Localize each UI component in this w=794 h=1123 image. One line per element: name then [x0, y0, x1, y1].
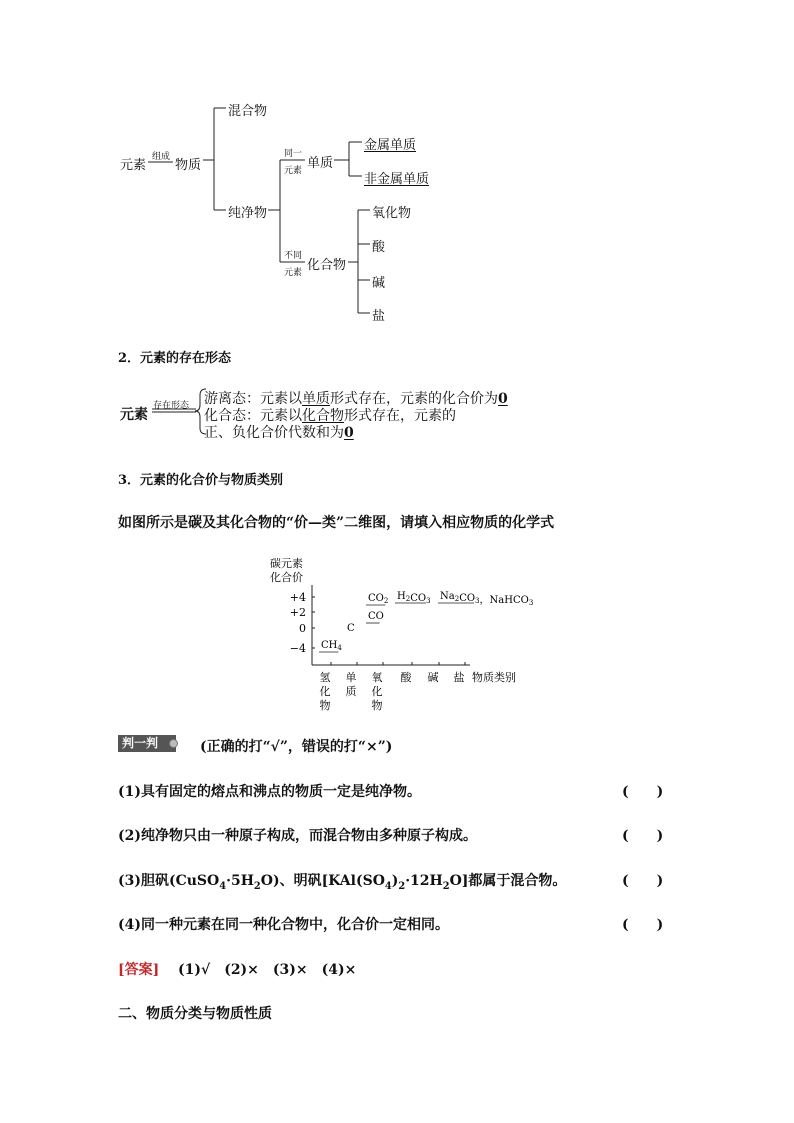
y-axis-label-line2: 化合价	[270, 571, 303, 584]
y-tick-label: 0	[299, 622, 306, 635]
tree-yanghuawu: 氧化物	[372, 206, 412, 221]
data-point-label: $CH_4$	[321, 640, 342, 652]
judge-instruction: (正确的打“√”，错误的打“×”)	[200, 739, 393, 755]
section2-heading: 2．元素的存在形态	[118, 351, 232, 366]
data-point-label: CO	[368, 611, 384, 622]
judge-paren-4[interactable]: ( )	[622, 917, 664, 933]
section2-arrow-label: 存在形态	[153, 401, 190, 411]
x-category-label: 质	[345, 685, 357, 698]
tree-hunhewu: 混合物	[228, 104, 268, 119]
judge-paren-2[interactable]: ( )	[622, 828, 664, 844]
tree-zucheng: 组成	[152, 152, 171, 162]
x-category-label: 物	[371, 699, 383, 712]
y-tick-label: +2	[289, 606, 306, 619]
y-tick-label: −4	[289, 642, 306, 655]
tree-tongyi-yuansu: 元素	[284, 166, 303, 176]
tree-feijinshu: 非金属单质	[364, 172, 430, 187]
tree-jian: 碱	[372, 276, 386, 291]
judge-item-4: (4)同一种元素在同一种化合物中，化合价一定相同。	[118, 917, 449, 933]
tree-danzhi: 单质	[307, 156, 334, 171]
tree-butong: 不同	[284, 251, 303, 261]
tree-chunjingwu: 纯净物	[228, 206, 268, 221]
x-category-label: 碱	[427, 671, 439, 684]
section2-yuansu: 元素	[120, 407, 148, 423]
x-axis-label: 物质类别	[472, 671, 516, 684]
section2-line2: 化合态：元素以化合物形式存在，元素的	[204, 408, 456, 424]
tree-yan: 盐	[372, 309, 386, 324]
x-category-label: 盐	[453, 671, 465, 684]
tree-suan: 酸	[372, 240, 386, 255]
data-point-label: $CO_2$	[368, 593, 389, 605]
judge-item-1: (1)具有固定的熔点和沸点的物质一定是纯净物。	[118, 784, 421, 800]
tree-jinshu: 金属单质	[364, 138, 417, 153]
tree-yuansu: 元素	[120, 158, 147, 173]
section3-heading: 3．元素的化合价与物质类别	[118, 473, 284, 488]
y-tick-label: +4	[289, 591, 306, 604]
x-category-label: 物	[319, 699, 331, 712]
judge-item-2: (2)纯净物只由一种原子构成，而混合物由多种原子构成。	[118, 828, 477, 844]
x-category-label: 氧	[371, 671, 383, 684]
tree-wuzhi: 物质	[175, 158, 202, 173]
answer-label: [答案]	[118, 962, 160, 978]
data-point-label: $H_2CO_3$	[397, 591, 431, 605]
section2-line3: 正、负化合价代数和为0	[204, 425, 354, 441]
x-category-label: 氢	[319, 671, 331, 684]
next-heading: 二、物质分类与物质性质	[118, 1006, 272, 1022]
tree-tongyi: 同一	[284, 149, 303, 159]
y-axis-label-line1: 碳元素	[270, 557, 303, 570]
judge-paren-3[interactable]: ( )	[622, 873, 664, 889]
section2-line1: 游离态：元素以单质形式存在，元素的化合价为0	[204, 391, 508, 407]
judge-badge: 判一判	[118, 735, 176, 752]
x-category-label: 化	[319, 685, 331, 698]
section3-intro: 如图所示是碳及其化合物的“价—类”二维图，请填入相应物质的化学式	[118, 515, 555, 531]
tree-huahewu: 化合物	[307, 258, 347, 273]
tree-butong-yuansu: 元素	[284, 268, 303, 278]
x-category-label: 酸	[400, 671, 412, 684]
data-point-label: C	[347, 623, 355, 634]
x-category-label: 化	[371, 685, 383, 698]
judge-paren-1[interactable]: ( )	[622, 784, 664, 800]
data-point-label: $Na_2CO_3$，NaHCO$_3$	[440, 591, 534, 607]
badge-dot-icon	[169, 739, 178, 748]
x-category-label: 单	[345, 671, 357, 684]
answer-text: (1)√ (2)× (3)× (4)×	[178, 962, 357, 978]
judge-item-3: (3)胆矾$(CuSO_4\cdot 5H_2O)$、明矾$[KAl(SO_4)_2\cdot 12H_2O]$都属于混合物。	[118, 873, 567, 892]
